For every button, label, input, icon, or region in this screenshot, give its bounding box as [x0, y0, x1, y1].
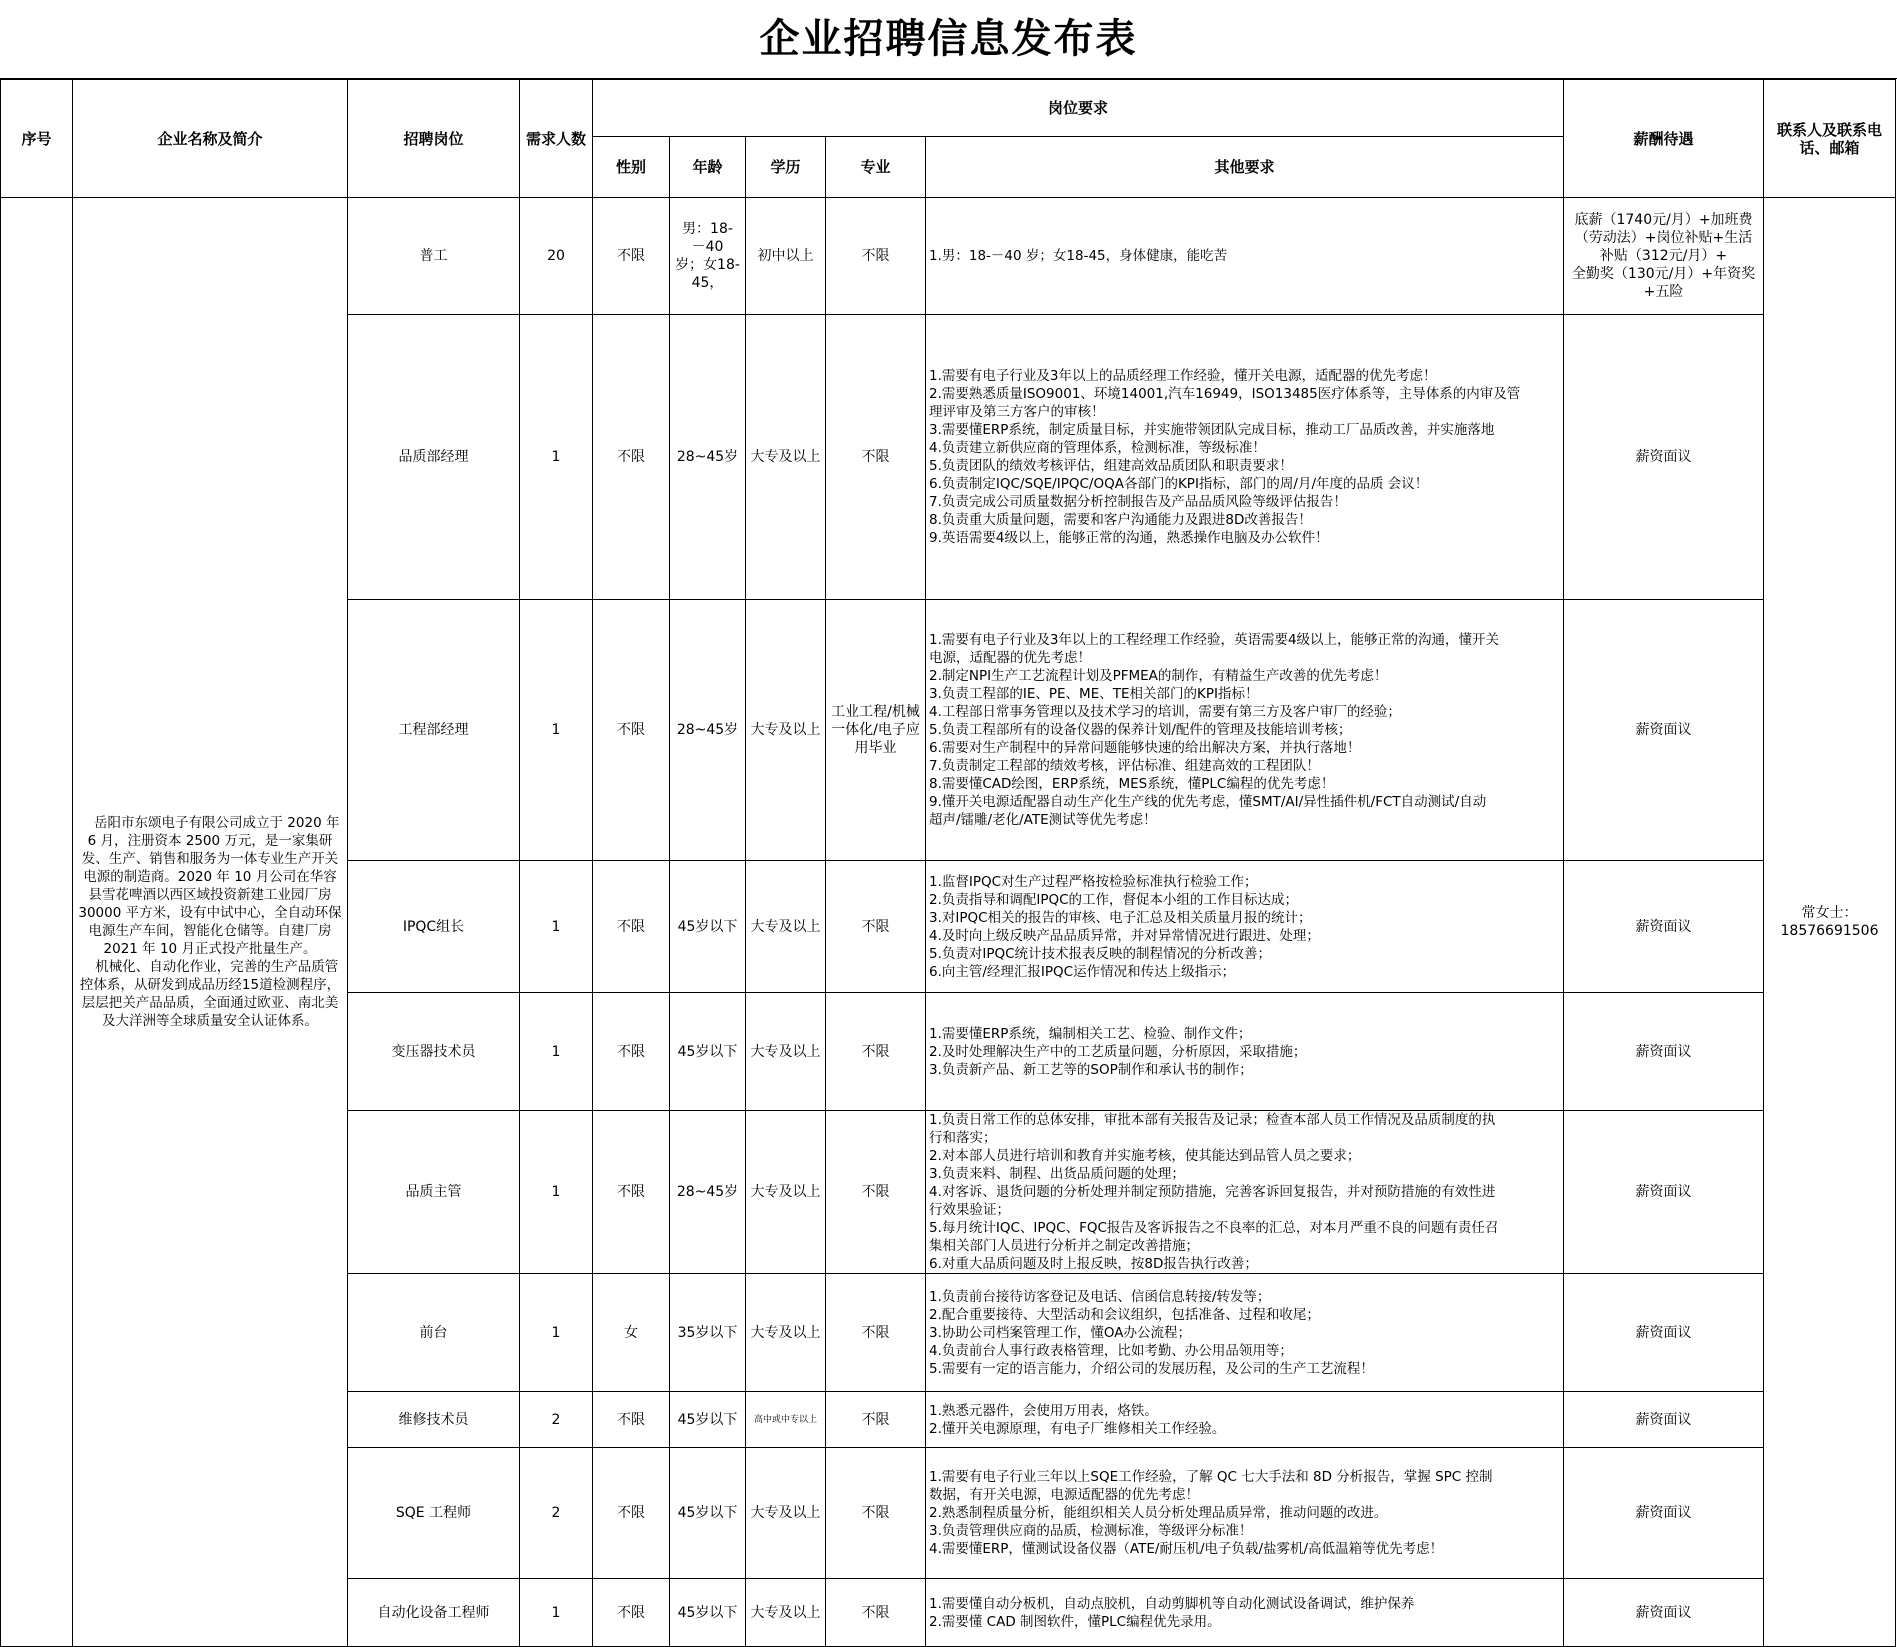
salary-cell	[1564, 1111, 1764, 1274]
requirement-line: 2.需要懂 CAD 制图软件，懂PLC编程优先录用。	[929, 1613, 1221, 1630]
age-cell	[670, 315, 746, 600]
age-cell	[670, 1579, 746, 1647]
other-requirements-cell	[926, 600, 1564, 861]
major-cell: 不限	[826, 1579, 926, 1647]
requirement-line: 3.负责工程部的IE、PE、ME、TE相关部门的KPI指标！	[929, 686, 1259, 702]
requirement-line: 理评审及第三方客户的审核！	[929, 404, 1105, 420]
count-cell: 2	[520, 1448, 593, 1579]
age-line: 45岁以下	[677, 1043, 738, 1060]
count-cell: 1	[520, 861, 593, 993]
major-cell: 不限	[826, 198, 926, 315]
age-line: 45岁以下	[677, 1505, 738, 1521]
salary-line: （劳动法）+岗位补贴+生活	[1574, 230, 1753, 246]
requirement-line: 5.需要有一定的语言能力，介绍公司的发展历程，及公司的生产工艺流程！	[929, 1360, 1374, 1377]
requirement-line: 3.协助公司档案管理工作，懂OA办公流程；	[929, 1324, 1192, 1341]
other-requirements-cell	[926, 861, 1564, 993]
header-count: 需求人数	[520, 80, 593, 198]
gender-cell: 不限	[593, 315, 670, 600]
requirement-line: 6.对重大品质问题及时上报反映，按8D报告执行改善；	[929, 1256, 1258, 1272]
header-major: 专业	[826, 137, 926, 198]
requirement-line: 1.需要懂自动分板机，自动点胶机，自动剪脚机等自动化测试设备调试，维护保养	[929, 1595, 1415, 1612]
count-cell: 1	[520, 1579, 593, 1647]
major-cell: 不限	[826, 861, 926, 993]
table-row	[1, 198, 1896, 315]
education-cell: 大专及以上	[746, 1274, 826, 1392]
header-gender: 性别	[593, 137, 670, 198]
other-requirements-cell	[926, 315, 1564, 600]
salary-cell	[1564, 861, 1764, 993]
header-other: 其他要求	[926, 137, 1564, 198]
position-cell: 品质主管	[348, 1111, 520, 1274]
position-cell: IPQC组长	[348, 861, 520, 993]
requirement-line: 3.负责新产品、新工艺等的SOP制作和承认书的制作；	[929, 1061, 1253, 1078]
requirement-line: 6.向主管/经理汇报IPQC运作情况和传达上级指示；	[929, 963, 1236, 980]
age-line: 45岁以下	[677, 1604, 738, 1621]
gender-cell: 不限	[593, 600, 670, 861]
requirement-line: 4.负责建立新供应商的管理体系，检测标准，等级标准！	[929, 440, 1266, 456]
page-title: 企业招聘信息发布表	[0, 0, 1897, 79]
requirement-line: 7.负责完成公司质量数据分析控制报告及产品品质风险等级评估报告！	[929, 494, 1347, 510]
requirement-line: 3.负责来料、制程、出货品质问题的处理；	[929, 1166, 1185, 1182]
salary-line: 薪资面议	[1635, 1184, 1692, 1200]
education-cell: 大专及以上	[746, 993, 826, 1111]
position-cell: 变压器技术员	[348, 993, 520, 1111]
company-intro-paragraph: 岳阳市东颂电子有限公司成立于 2020 年 6 月，注册资本 2500 万元，是一家集研发、生产、销售和服务为一体专业生产开关电源的制造商。2020 年 10 月公司在华容县雪花啤酒以西区域投资新建工业园厂房 30000 平方米，设有中试中心，全自动环保电源生产车间，智能化仓储等。自建厂房 2021 年 10 月正式投产批量生产。	[78, 815, 342, 957]
age-cell	[670, 1274, 746, 1392]
other-requirements-cell	[926, 198, 1564, 315]
requirement-line: 4.对客诉、退货问题的分析处理并制定预防措施，完善客诉回复报告，并对预防措施的有效性进	[929, 1184, 1496, 1200]
age-cell	[670, 861, 746, 993]
salary-line: 薪资面议	[1635, 1043, 1692, 1060]
requirement-line: 3.对IPQC相关的报告的审核、电子汇总及相关质量月报的统计；	[929, 909, 1312, 926]
requirement-line: 1.需要有电子行业及3年以上的品质经理工作经验，懂开关电源，适配器的优先考虑！	[929, 368, 1437, 384]
requirement-line: 5.负责工程部所有的设备仪器的保养计划/配件的管理及技能培训考核；	[929, 722, 1352, 738]
major-cell: 不限	[826, 1111, 926, 1274]
gender-cell: 不限	[593, 993, 670, 1111]
requirement-line: 7.负责制定工程部的绩效考核，评估标准、组建高效的工程团队！	[929, 758, 1320, 774]
count-cell: 2	[520, 1392, 593, 1448]
count-cell: 20	[520, 198, 593, 315]
requirement-line: 4.需要懂ERP，懂测试设备仪器（ATE/耐压机/电子负载/盐雾机/高低温箱等优先考虑！	[929, 1541, 1444, 1557]
contact-cell	[1764, 198, 1896, 1647]
major-cell: 不限	[826, 1448, 926, 1579]
contact-name: 常女士：	[1801, 905, 1858, 921]
age-cell	[670, 1448, 746, 1579]
gender-cell: 女	[593, 1274, 670, 1392]
requirement-line: 4.工程部日常事务管理以及技术学习的培训，需要有第三方及客户审厂的经验；	[929, 704, 1401, 720]
major-cell: 不限	[826, 1274, 926, 1392]
count-cell: 1	[520, 993, 593, 1111]
requirement-line: 1.负责日常工作的总体安排，审批本部有关报告及记录；检查本部人员工作情况及品质制度的执	[929, 1112, 1496, 1128]
count-cell: 1	[520, 600, 593, 861]
other-requirements-cell	[926, 1448, 1564, 1579]
salary-line: 薪资面议	[1635, 1411, 1692, 1428]
recruitment-table	[0, 79, 1896, 1647]
gender-cell: 不限	[593, 1448, 670, 1579]
requirement-line: 3.需要懂ERP系统，制定质量目标，并实施带领团队完成目标，推动工厂品质改善，并实施落地	[929, 422, 1495, 438]
gender-cell: 不限	[593, 861, 670, 993]
requirement-line: 1.男：18-－40 岁；女18-45，身体健康，能吃苦	[929, 248, 1228, 264]
header-age: 年龄	[670, 137, 746, 198]
position-cell: 工程部经理	[348, 600, 520, 861]
requirement-line: 2.负责指导和调配IPQC的工作，督促本小组的工作目标达成；	[929, 891, 1299, 908]
count-cell: 1	[520, 1111, 593, 1274]
header-salary: 薪酬待遇	[1564, 80, 1764, 198]
age-line: 45岁以下	[677, 918, 738, 935]
requirement-line: 9.英语需要4级以上，能够正常的沟通，熟悉操作电脑及办公软件！	[929, 530, 1329, 546]
requirement-line: 4.及时向上级反映产品品质异常，并对异常情况进行跟进、处理；	[929, 927, 1320, 944]
requirement-line: 1.负责前台接待访客登记及电话、信函信息转接/转发等；	[929, 1288, 1271, 1305]
age-cell	[670, 1392, 746, 1448]
requirement-line: 8.负责重大质量问题，需要和客户沟通能力及跟进8D改善报告！	[929, 512, 1312, 528]
company-intro-paragraph: 机械化、自动化作业，完善的生产品质管控体系，从研发到成品历经15道检测程序，层层把关产品品质，全面通过欧亚、南北美及大洋洲等全球质量安全认证体系。	[79, 959, 341, 1029]
requirement-line: 6.负责制定IQC/SQE/IPQC/OQA各部门的KPI指标，部门的周/月/年度的品质 会议！	[929, 476, 1429, 492]
age-line: －40	[691, 239, 724, 255]
seq-cell	[1, 198, 73, 1647]
education-cell: 大专及以上	[746, 1448, 826, 1579]
age-line: 45，	[691, 275, 724, 291]
requirement-line: 2.懂开关电源原理，有电子厂维修相关工作经验。	[929, 1420, 1226, 1437]
header-seq: 序号	[1, 80, 73, 198]
age-cell	[670, 993, 746, 1111]
age-line: 28~45岁	[676, 449, 739, 465]
header-requirements: 岗位要求	[593, 80, 1564, 137]
requirement-line: 超声/镭雕/老化/ATE测试等优先考虑！	[929, 812, 1157, 828]
position-cell: 自动化设备工程师	[348, 1579, 520, 1647]
requirement-line: 1.需要有电子行业三年以上SQE工作经验，了解 QC 七大手法和 8D 分析报告，掌握 SPC 控制	[929, 1469, 1493, 1485]
other-requirements-cell	[926, 1274, 1564, 1392]
requirement-line: 5.每月统计IQC、IPQC、FQC报告及客诉报告之不良率的汇总，对本月严重不良的问题有责任召	[929, 1220, 1499, 1236]
requirement-line: 5.负责团队的绩效考核评估，组建高效品质团队和职责要求！	[929, 458, 1293, 474]
count-cell: 1	[520, 1274, 593, 1392]
salary-line: 底薪（1740元/月）+加班费	[1574, 212, 1753, 228]
salary-line: 薪资面议	[1635, 449, 1692, 465]
requirement-line: 2.熟悉制程质量分析，能组织相关人员分析处理品质异常，推动问题的改进。	[929, 1505, 1388, 1521]
requirement-line: 3.负责管理供应商的品质，检测标准，等级评分标准！	[929, 1523, 1253, 1539]
requirement-line: 1.需要懂ERP系统，编制相关工艺、检验、制作文件；	[929, 1025, 1252, 1042]
age-line: 男：18-	[682, 221, 733, 237]
salary-cell	[1564, 1448, 1764, 1579]
header-contact: 联系人及联系电话、邮箱	[1764, 80, 1896, 198]
requirement-line: 1.熟悉元器件，会使用万用表，烙铁。	[929, 1402, 1158, 1419]
other-requirements-cell	[926, 1111, 1564, 1274]
salary-cell	[1564, 1274, 1764, 1392]
salary-cell	[1564, 600, 1764, 861]
header-position: 招聘岗位	[348, 80, 520, 198]
other-requirements-cell	[926, 993, 1564, 1111]
education-cell: 大专及以上	[746, 861, 826, 993]
requirement-line: 6.需要对生产制程中的异常问题能够快速的给出解决方案，并执行落地！	[929, 740, 1361, 756]
age-cell	[670, 198, 746, 315]
position-cell: 维修技术员	[348, 1392, 520, 1448]
education-cell: 高中或中专以上	[746, 1392, 826, 1448]
age-line: 28~45岁	[676, 722, 739, 738]
company-intro	[73, 198, 348, 1647]
requirement-line: 2.及时处理解决生产中的工艺质量问题，分析原因，采取措施；	[929, 1043, 1307, 1060]
salary-line: 薪资面议	[1635, 722, 1692, 738]
salary-line: 全勤奖（130元/月）+年资奖	[1571, 266, 1756, 282]
requirement-line: 4.负责前台人事行政表格管理，比如考勤、办公用品领用等；	[929, 1342, 1293, 1359]
age-line: 45岁以下	[677, 1411, 738, 1428]
age-line: 岁；女18-	[675, 257, 740, 273]
position-cell: 品质部经理	[348, 315, 520, 600]
salary-cell	[1564, 993, 1764, 1111]
requirement-line: 电源，适配器的优先考虑！	[929, 650, 1091, 666]
major-cell: 不限	[826, 993, 926, 1111]
salary-line: +五险	[1643, 284, 1684, 300]
major-cell: 不限	[826, 1392, 926, 1448]
age-cell	[670, 600, 746, 861]
header-education: 学历	[746, 137, 826, 198]
requirement-line: 5.负责对IPQC统计技术报表反映的制程情况的分析改善；	[929, 945, 1272, 962]
education-cell: 初中以上	[746, 198, 826, 315]
count-cell: 1	[520, 315, 593, 600]
requirement-line: 2.配合重要接待、大型活动和会议组织，包括准备、过程和收尾；	[929, 1306, 1320, 1323]
major-cell: 不限	[826, 315, 926, 600]
gender-cell: 不限	[593, 1579, 670, 1647]
requirement-line: 8.需要懂CAD绘图，ERP系统，MES系统，懂PLC编程的优先考虑！	[929, 776, 1335, 792]
requirement-line: 集相关部门人员进行分析并之制定改善措施；	[929, 1238, 1199, 1254]
age-cell	[670, 1111, 746, 1274]
salary-cell	[1564, 198, 1764, 315]
age-line: 35岁以下	[677, 1324, 738, 1341]
requirement-line: 数据，有开关电源，电源适配器的优先考虑！	[929, 1487, 1199, 1503]
requirement-line: 2.制定NPI生产工艺流程计划及PFMEA的制作，有精益生产改善的优先考虑！	[929, 668, 1388, 684]
education-cell: 大专及以上	[746, 600, 826, 861]
salary-line: 补贴（312元/月）+	[1599, 248, 1728, 264]
age-line: 28~45岁	[676, 1184, 739, 1200]
salary-cell	[1564, 1579, 1764, 1647]
salary-line: 薪资面议	[1635, 1324, 1692, 1341]
requirement-line: 9.懂开关电源适配器自动生产化生产线的优先考虑，懂SMT/AI/异性插件机/FCT自动测试/自动	[929, 794, 1487, 810]
requirement-line: 1.需要有电子行业及3年以上的工程经理工作经验，英语需要4级以上，能够正常的沟通，懂开关	[929, 632, 1500, 648]
table-body	[1, 198, 1896, 1647]
gender-cell: 不限	[593, 1392, 670, 1448]
major-cell: 工业工程/机械一体化/电子应用毕业	[826, 600, 926, 861]
requirement-line: 1.监督IPQC对生产过程严格按检验标准执行检验工作；	[929, 873, 1258, 890]
position-cell: SQE 工程师	[348, 1448, 520, 1579]
requirement-line: 行效果验证；	[929, 1202, 1010, 1218]
position-cell: 前台	[348, 1274, 520, 1392]
requirement-line: 2.对本部人员进行培训和教育并实施考核，使其能达到品管人员之要求；	[929, 1148, 1361, 1164]
education-cell: 大专及以上	[746, 315, 826, 600]
gender-cell: 不限	[593, 1111, 670, 1274]
requirement-line: 行和落实；	[929, 1130, 997, 1146]
salary-line: 薪资面议	[1635, 1604, 1692, 1621]
other-requirements-cell	[926, 1392, 1564, 1448]
other-requirements-cell	[926, 1579, 1564, 1647]
position-cell: 普工	[348, 198, 520, 315]
education-cell: 大专及以上	[746, 1111, 826, 1274]
salary-line: 薪资面议	[1635, 1505, 1692, 1521]
education-cell: 大专及以上	[746, 1579, 826, 1647]
salary-cell	[1564, 315, 1764, 600]
header-company: 企业名称及简介	[73, 80, 348, 198]
salary-line: 薪资面议	[1635, 918, 1692, 935]
salary-cell	[1564, 1392, 1764, 1448]
gender-cell: 不限	[593, 198, 670, 315]
requirement-line: 2.需要熟悉质量ISO9001、环境14001,汽车16949，ISO13485医疗体系等，主导体系的内审及管	[929, 386, 1521, 402]
contact-phone: 18576691506	[1780, 923, 1879, 939]
